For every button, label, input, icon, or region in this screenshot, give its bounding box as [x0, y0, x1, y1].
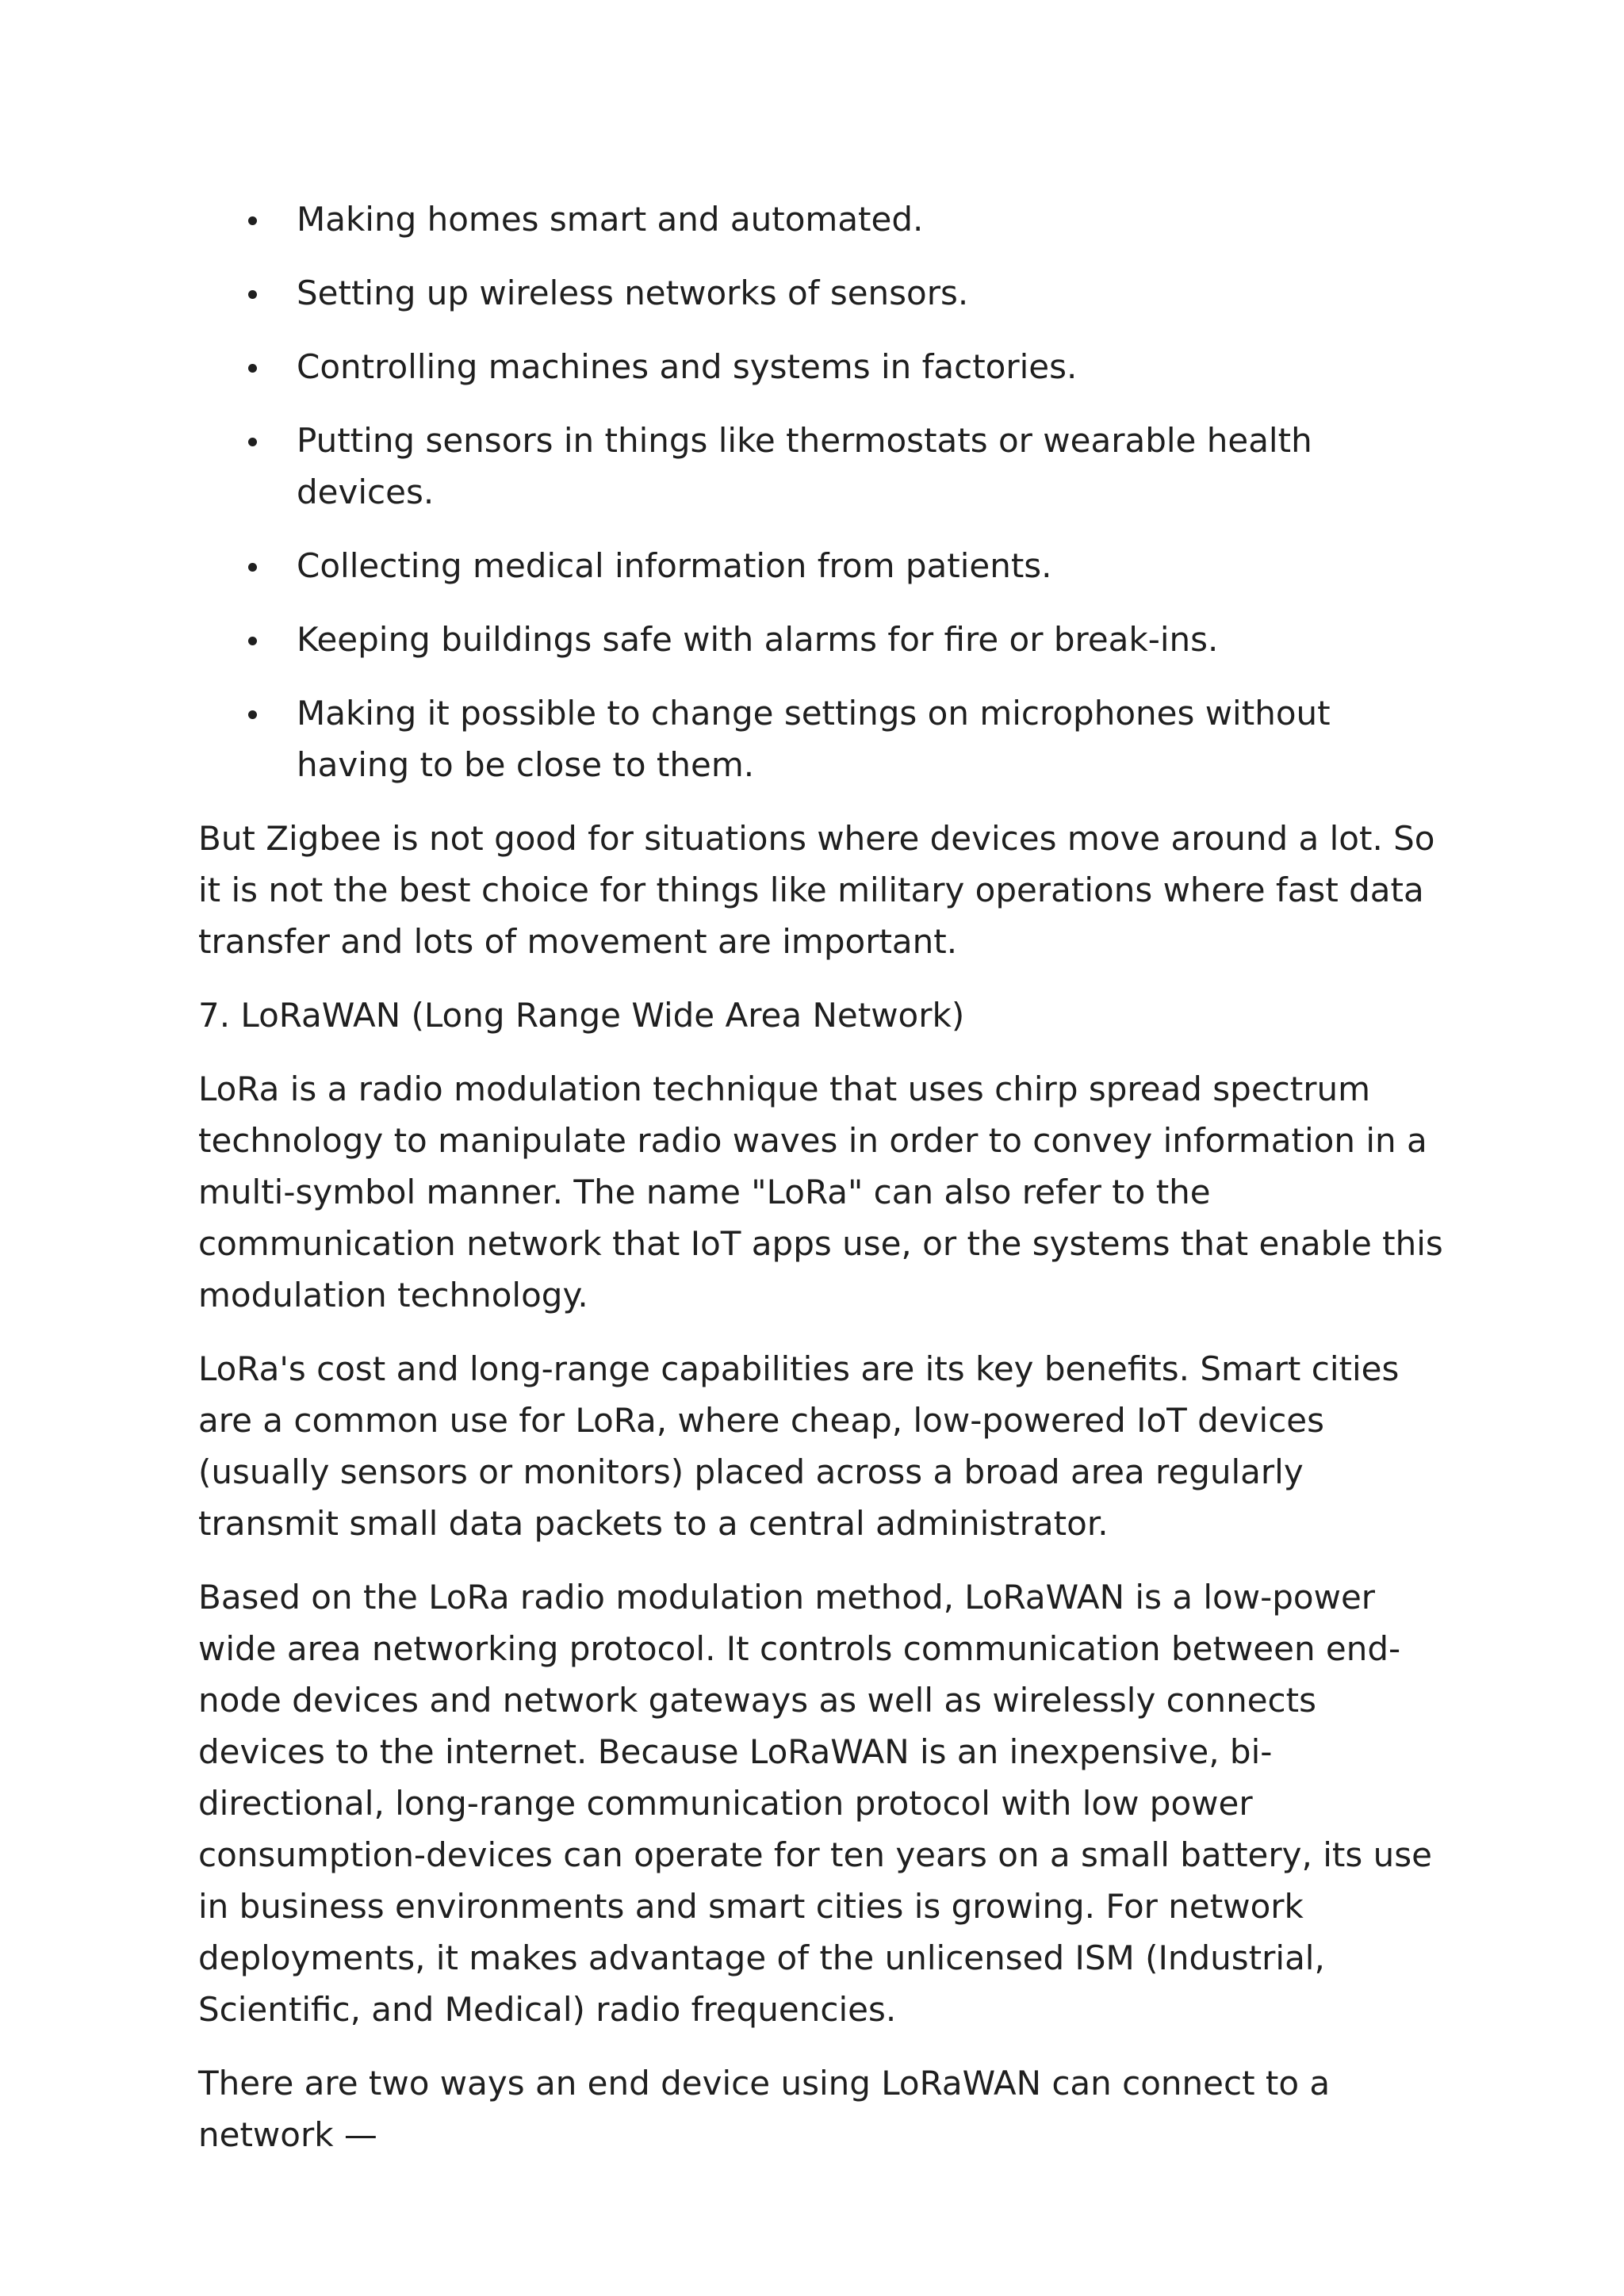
bullet-icon: [248, 710, 257, 719]
lorawan-connection-paragraph: There are two ways an end device using LoRaWAN can connect to a network —: [198, 2064, 1331, 2154]
list-item: [198, 267, 1443, 319]
list-item-text: Collecting medical information from patients.: [297, 546, 1052, 585]
document-page: [198, 193, 1443, 2183]
bullet-icon: [248, 563, 257, 572]
list-item-text: Making it possible to change settings on microphones without having to be close to them.: [297, 694, 1331, 784]
list-item: [198, 540, 1443, 591]
section-heading-lorawan: 7. LoRaWAN (Long Range Wide Area Network): [198, 996, 965, 1035]
zigbee-limitation-paragraph: But Zigbee is not good for situations where devices move around a lot. So it is not the best choice for things like military operations where fast data transfer and lots of movement are important.: [198, 819, 1435, 961]
lora-benefits-paragraph: LoRa's cost and long-range capabilities are its key benefits. Smart cities are a common use for LoRa, where cheap, low-powered IoT devices (usually sensors or monitors) placed across a broad area regularly transmit small data packets to a central administrator.: [198, 1349, 1400, 1543]
list-item-text: Keeping buildings safe with alarms for fire or break-ins.: [297, 620, 1219, 659]
list-item: [198, 193, 1443, 245]
list-item-text: Putting sensors in things like thermostats or wearable health devices.: [297, 421, 1312, 511]
use-case-list: [198, 193, 1443, 790]
list-item: [198, 687, 1443, 790]
bullet-icon: [248, 438, 257, 446]
lorawan-protocol-paragraph: Based on the LoRa radio modulation method, LoRaWAN is a low-power wide area networking protocol. It controls communication between end-node devices and network gateways as well as wirelessly connects devices to the internet. Because LoRaWAN is an inexpensive, bi-directional, long-range communication protocol with low power consumption-devices can operate for ten years on a small battery, its use in business environments and smart cities is growing. For network deployments, it makes advantage of the unlicensed ISM (Industrial, Scientific, and Medical) radio frequencies.: [198, 1578, 1432, 2029]
list-item-text: Setting up wireless networks of sensors.: [297, 274, 969, 312]
bullet-icon: [248, 290, 257, 299]
list-item: [198, 614, 1443, 665]
bullet-icon: [248, 216, 257, 225]
list-item-text: Controlling machines and systems in factories.: [297, 347, 1078, 386]
lora-definition-paragraph: LoRa is a radio modulation technique that uses chirp spread spectrum technology to manipulate radio waves in order to convey information in a multi-symbol manner. The name "LoRa" can also refer to the communication network that IoT apps use, or the systems that enable this modulation technology.: [198, 1070, 1443, 1314]
list-item-text: Making homes smart and automated.: [297, 200, 924, 239]
bullet-icon: [248, 637, 257, 645]
list-item: [198, 341, 1443, 392]
list-item: [198, 415, 1443, 518]
bullet-icon: [248, 364, 257, 373]
